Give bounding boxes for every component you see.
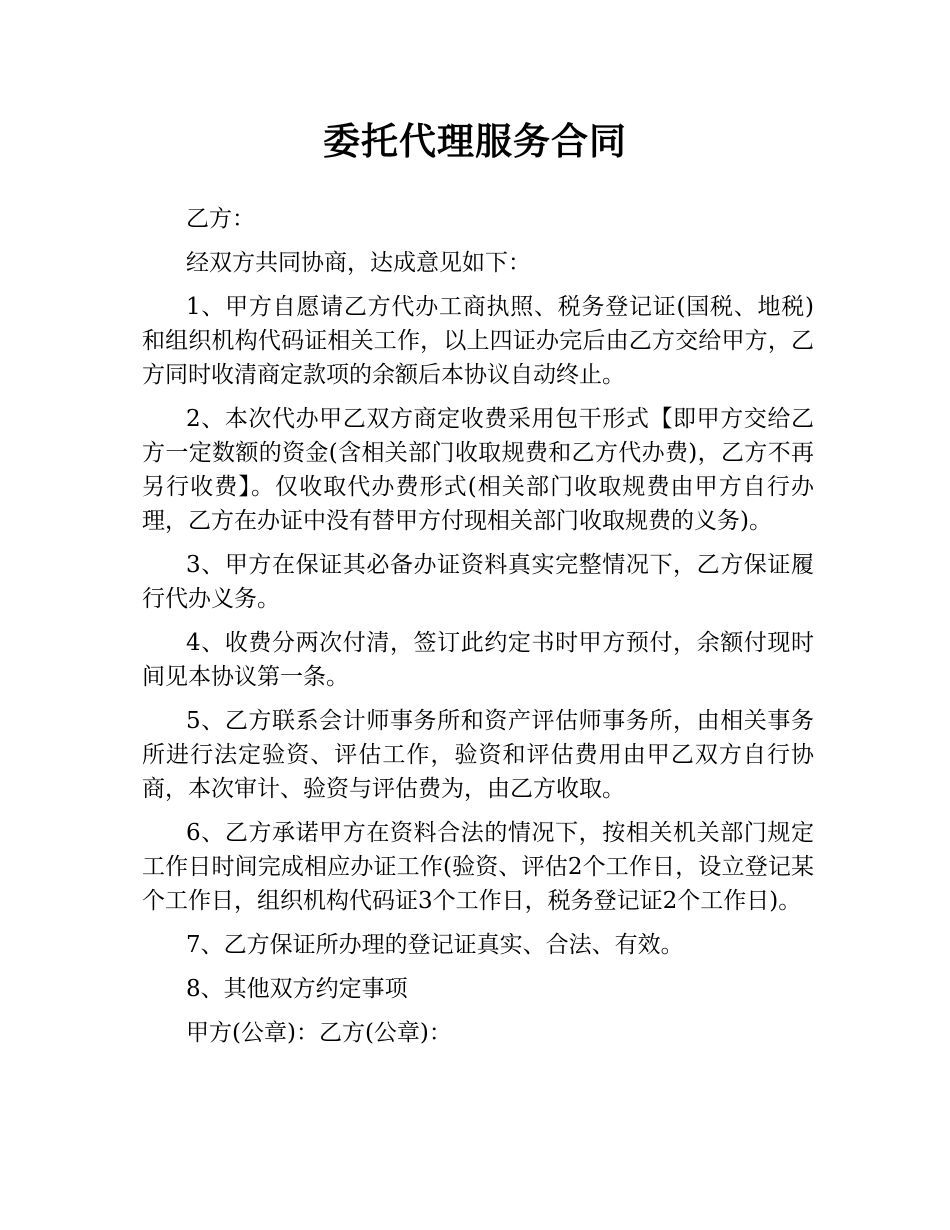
agreement-intro: 经双方共同协商，达成意见如下： [186, 250, 531, 276]
clause-8: 8、其他双方约定事项 [186, 976, 408, 1002]
document-body [142, 202, 814, 1060]
party-b-line: 乙方： [186, 206, 255, 232]
clause-4: 4、收费分两次付清，签订此约定书时甲方预付，余额付现时间见本协议第一条。 [142, 630, 814, 690]
clause-2: 2、本次代办甲乙双方商定收费采用包干形式【即甲方交给乙方一定数额的资金(含相关部门收取规费和乙方代办费)，乙方不再另行收费】。仅收取代办费形式(相关部门收取规费由甲方自行办理，乙方在办证中没有替甲方付现相关部门收取规费的义务)。 [142, 406, 814, 534]
clause-6: 6、乙方承诺甲方在资料合法的情况下，按相关机关部门规定工作日时间完成相应办证工作(验资、评估2个工作日，设立登记某个工作日，组织机构代码证3个工作日，税务登记证2个工作日)。 [142, 820, 814, 914]
clause-3: 3、甲方在保证其必备办证资料真实完整情况下，乙方保证履行代办义务。 [142, 552, 814, 612]
clause-1: 1、甲方自愿请乙方代办工商执照、税务登记证(国税、地税)和组织机构代码证相关工作，以上四证办完后由乙方交给甲方，乙方同时收清商定款项的余额后本协议自动终止。 [142, 294, 814, 388]
signature-line: 甲方(公章)：乙方(公章)： [186, 1020, 452, 1046]
clause-5: 5、乙方联系会计师事务所和资产评估师事务所，由相关事务所进行法定验资、评估工作，验资和评估费用由甲乙双方自行协商，本次审计、验资与评估费为，由乙方收取。 [142, 708, 814, 802]
document-title: 委托代理服务合同 [323, 120, 627, 163]
clause-7: 7、乙方保证所办理的登记证真实、合法、有效。 [186, 932, 684, 958]
